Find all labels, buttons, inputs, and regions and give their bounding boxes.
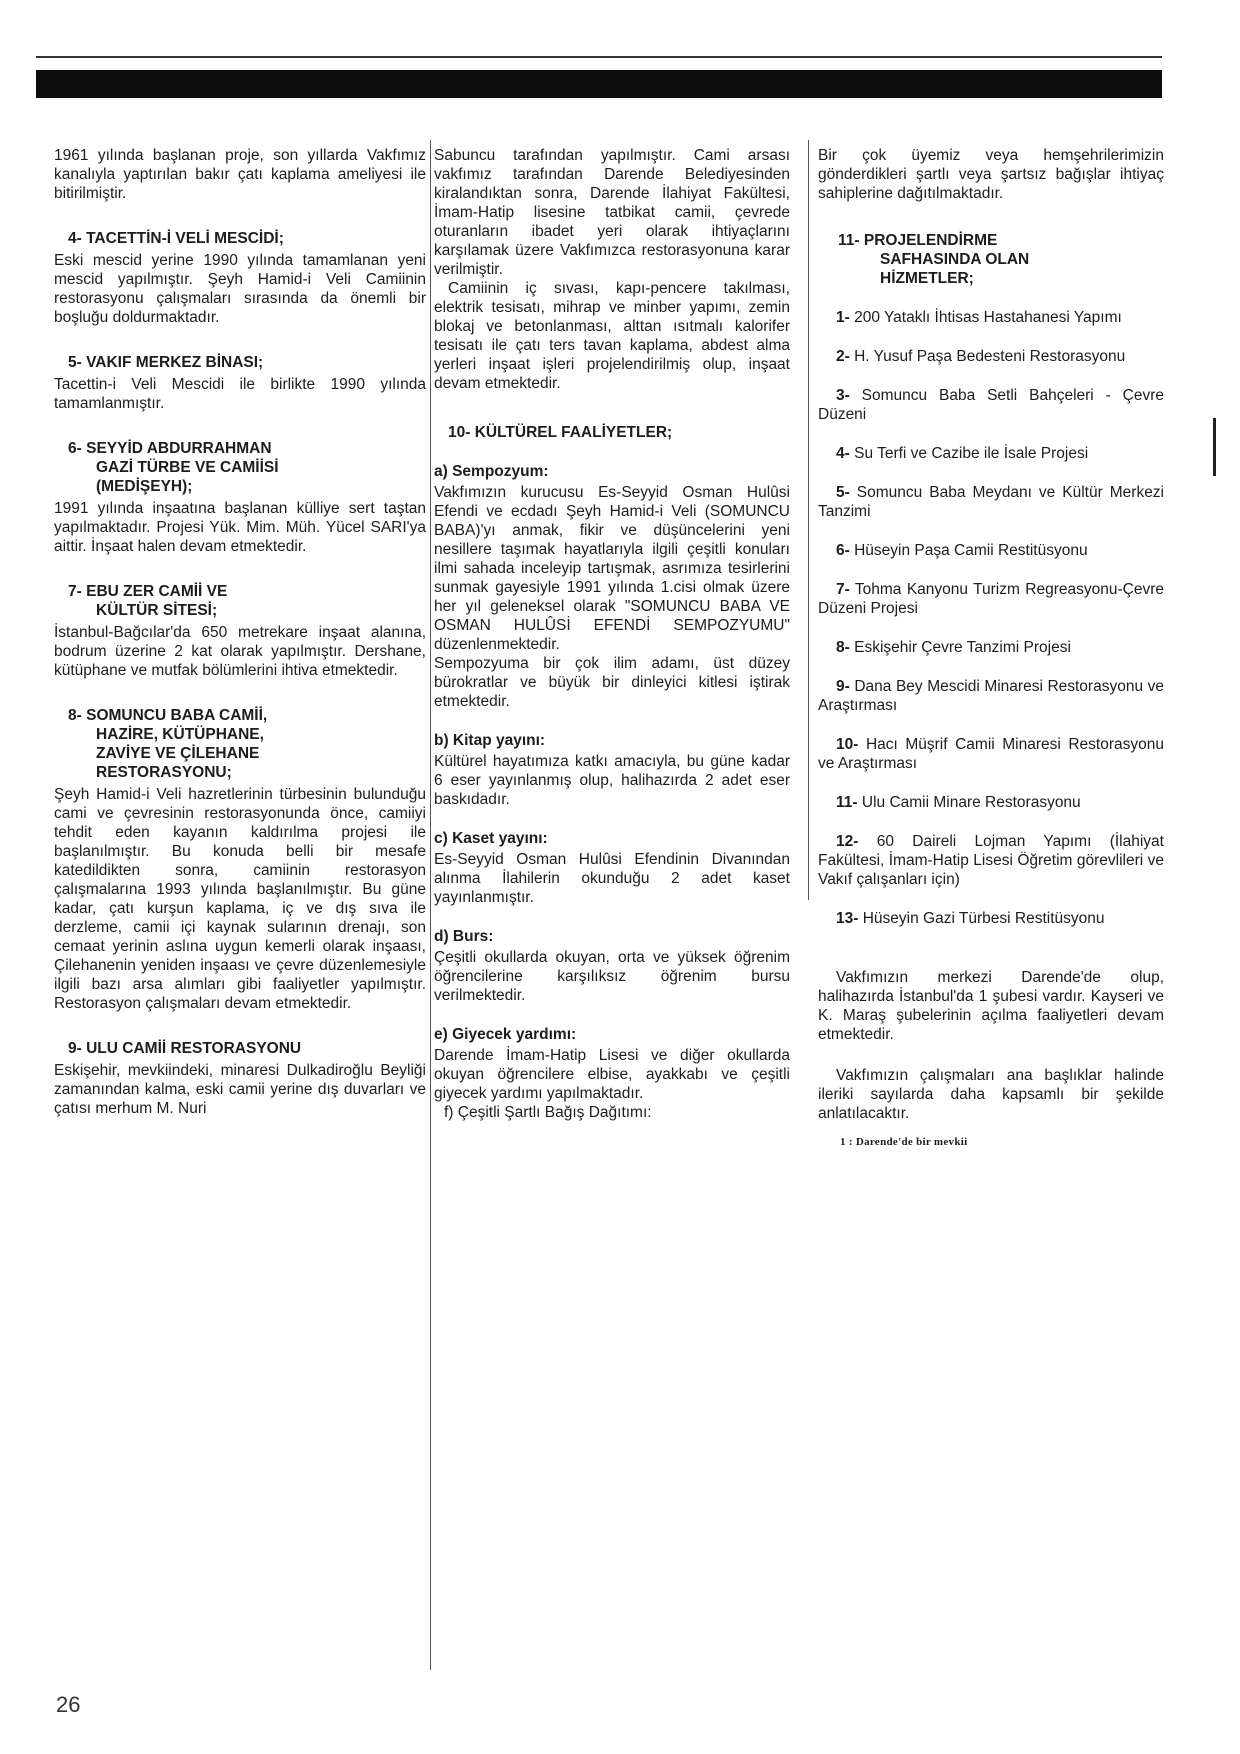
col3-intro: Bir çok üyemiz veya hemşehrilerimizin gönderdikleri şartlı veya şartsız bağışlar ihtiyaç sahiplerine dağıtılmaktadır. — [818, 147, 1164, 202]
section-5-heading — [54, 353, 426, 372]
subsection-a-body: Vakfımızın kurucusu Es-Seyyid Osman Hulûsi Efendi ve ecdadı Şeyh Hamid-i Veli (SOMUNCU BABA)'yı anmak, fikir ve düşüncelerini yeni nesillere taşımak hayatlarıyla ilgili çeşitli konuları ilmi sahada inceleyip tartışmak, asrımıza tesirlerini sunmak gayesiyle 1991 yılında 1.cisi olmak üzere her yıl geleneksel olarak "SOMUNCU BABA VE OSMAN HULÛSİ EFENDİ SEMPOZYUMU" düzenlenmektedir. — [434, 484, 790, 653]
closing-paragraph-1: Vakfımızın merkezi Darende'de olup, halihazırda İstanbul'da 1 şubesi vardır. Kayseri ve K. Maraş şubelerinin açılma faaliyetleri devam etmektedir. — [818, 969, 1164, 1043]
section-title: EBU ZER CAMİİ VE — [86, 583, 228, 600]
section-8-body: Şeyh Hamid-i Veli hazretlerinin türbesinin bulunduğu cami ve çevresinin restorasyonunda önce, camiiyi tehdit eden kayanın kaldırılma projesi ile başlanılmıştır. Bu konuda belli bir mesafe katedildikten sonra, camiinin restorasyon çalışmalarına 1993 yılında başlanılmıştır. Bu güne kadar, çatı kurşun kaplama, iç ve dış sıva ile derzleme, camii içi kaynak sularının drenajı, son cemaat yerinin aslına uygun kemerli olarak inşaası, Çilehanenin yeniden inşaası ve çevre düzenlemesiyle ilgili bazı arsa alımları gibi faaliyetler yapılmıştır. Restorasyon çalışmaları devam etmektedir. — [54, 786, 426, 1012]
list-item: 4- Su Terfi ve Cazibe ile İsale Projesi — [836, 445, 1089, 462]
page-number: 26 — [56, 1692, 81, 1717]
column-divider — [808, 140, 809, 900]
list-item: 11- Ulu Camii Minare Restorasyonu — [836, 794, 1081, 811]
scan-edge-mark — [1213, 418, 1216, 476]
subsection-f-line: f) Çeşitli Şartlı Bağış Dağıtımı: — [444, 1104, 652, 1121]
section-7-body: İstanbul-Bağcılar'da 650 metrekare inşaat alanına, bodrum üzerine 2 kat olarak yapılmıştır. Dershane, kütüphane ve mutfak bölümlerini ihtiva etmektedir. — [54, 624, 426, 679]
section-title-line: (MEDİŞEYH); — [96, 478, 193, 495]
subsection-c-title: c) Kaset yayını: — [434, 830, 548, 847]
section-title: VAKIF MERKEZ BİNASI; — [86, 354, 264, 371]
subsection-a-title: a) Sempozyum: — [434, 463, 549, 480]
section-title-line: GAZİ TÜRBE VE CAMİİSİ — [96, 459, 279, 476]
list-item: 9- Dana Bey Mescidi Minaresi Restorasyonu ve Araştırması — [818, 678, 1164, 714]
header-rule-thick — [36, 70, 1162, 98]
section-title: ULU CAMİİ RESTORASYONU — [86, 1040, 302, 1057]
subsection-b-body: Kültürel hayatımıza katkı amacıyla, bu güne kadar 6 eser yayınlanmış olup, halihazırda 2 adet eser baskıdadır. — [434, 753, 790, 808]
section-title: SOMUNCU BABA CAMİİ, — [86, 707, 268, 724]
section-number: 5- — [68, 354, 82, 371]
section-title: SEYYİD ABDURRAHMAN — [86, 440, 272, 457]
section-7-heading — [54, 582, 426, 620]
section-6-heading — [54, 439, 426, 496]
column-3 — [818, 146, 1164, 1152]
section-number: 4- — [68, 230, 82, 247]
section-9-heading — [54, 1039, 426, 1058]
section-title-line: KÜLTÜR SİTESİ; — [96, 602, 218, 619]
list-item: 2- H. Yusuf Paşa Bedesteni Restorasyonu — [836, 348, 1126, 365]
section-4-body: Eski mescid yerine 1990 yılında tamamlanan yeni mescid yapılmıştır. Şeyh Hamid-i Veli Camiinin restorasyonu çalışmaları sırasında da önemli bir boşluğu doldurmaktadır. — [54, 252, 426, 326]
subsection-d-body: Çeşitli okullarda okuyan, orta ve yüksek öğrenim öğrencilerine karşılıksız öğrenim bursu verilmektedir. — [434, 949, 790, 1004]
project-list — [818, 308, 1164, 928]
section-6-body: 1991 yılında inşaatına başlanan külliye sert taştan yapılmaktadır. Projesi Yük. Mim. Müh. Yücel SARI'ya aittir. İnşaat halen devam etmektedir. — [54, 500, 426, 555]
subsection-b-title: b) Kitap yayını: — [434, 732, 546, 749]
subsection-a-body-2: Sempozyuma bir çok ilim adamı, üst düzey bürokratlar ve büyük bir dinleyici kitlesi iştirak etmektedir. — [434, 655, 790, 710]
subsection-c-body: Es-Seyyid Osman Hulûsi Efendinin Divanından alınma İlahilerin okunduğu 2 adet kaset yayınlanmıştır. — [434, 851, 790, 906]
list-item: 13- Hüseyin Gazi Türbesi Restitüsyonu — [836, 910, 1105, 927]
section-9-body: Eskişehir, mevkiindeki, minaresi Dulkadiroğlu Beyliği zamanından kalma, eski camii yerine dış duvarları ve çatısı merhum M. Nuri — [54, 1062, 426, 1117]
section-9-paragraph-2: Camiinin iç sıvası, kapı-pencere takılması, elektrik tesisatı, mihrap ve minber yapımı, zemin blokaj ve betonlanması, alttan ısıtmalı kalorifer tesisatı ile çatı ters tavan kaplama, abdest alma yerleri inşaat işleri projelendirilmiş olup, inşaat devam etmektedir. — [434, 280, 790, 392]
section-title-line: HAZİRE, KÜTÜPHANE, — [96, 726, 264, 743]
list-item: 7- Tohma Kanyonu Turizm Regreasyonu-Çevre Düzeni Projesi — [818, 581, 1164, 617]
section-title-line: ZAVİYE VE ÇİLEHANE — [96, 745, 260, 762]
closing-paragraph-2: Vakfımızın çalışmaları ana başlıklar halinde ileriki sayılarda daha kapsamlı bir şekilde anlatılacaktır. — [818, 1067, 1164, 1122]
list-item: 6- Hüseyin Paşa Camii Restitüsyonu — [836, 542, 1088, 559]
footnote: 1 : Darende'de bir mevkii — [840, 1136, 968, 1148]
column-divider — [430, 140, 431, 1670]
section-number: 11- — [838, 232, 860, 249]
list-item: 5- Somuncu Baba Meydanı ve Kültür Merkezi Tanzimi — [818, 484, 1165, 520]
column-1 — [54, 146, 426, 1118]
list-item: 1- 200 Yataklı İhtisas Hastahanesi Yapımı — [836, 309, 1122, 326]
section-10-heading: 10- KÜLTÜREL FAALİYETLER; — [448, 424, 673, 441]
section-8-heading — [54, 706, 426, 782]
section-9-continued: Sabuncu tarafından yapılmıştır. Cami arsası vakfımız tarafından Darende Belediyesinden kiralandıktan sonra, Darende İlahiyat Fakültesi, İmam-Hatip lisesine tatbikat camii, çevrede oturanların ibadet yeri olarak ihtiyaçlarını karşılamak üzere Vakfımızca restorasyonuna karar verilmiştir. — [434, 147, 790, 278]
section-title-line: HİZMETLER; — [880, 270, 974, 287]
list-item: 3- Somuncu Baba Setli Bahçeleri - Çevre Düzeni — [818, 387, 1164, 423]
list-item: 8- Eskişehir Çevre Tanzimi Projesi — [836, 639, 1071, 656]
list-item: 12- 60 Daireli Lojman Yapımı (İlahiyat Fakültesi, İmam-Hatip Lisesi Öğretim görevlileri ve Vakıf çalışanları için) — [818, 833, 1164, 888]
section-4-heading — [54, 229, 426, 248]
section-title: PROJELENDİRME — [863, 232, 998, 249]
header-rule-thin — [36, 56, 1162, 58]
section-number: 7- — [68, 583, 82, 600]
section-5-body: Tacettin-i Veli Mescidi ile birlikte 1990 yılında tamamlanmıştır. — [54, 376, 426, 412]
section-title-line: SAFHASINDA OLAN — [880, 251, 1030, 268]
subsection-d-title: d) Burs: — [434, 928, 494, 945]
subsection-e-title: e) Giyecek yardımı: — [434, 1026, 577, 1043]
list-item: 10- Hacı Müşrif Camii Minaresi Restorasyonu ve Araştırması — [818, 736, 1164, 772]
section-number: 9- — [68, 1040, 82, 1057]
column-2 — [434, 146, 790, 1122]
subsection-e-body: Darende İmam-Hatip Lisesi ve diğer okullarda okuyan öğrencilere elbise, ayakkabı ve çeşitli giyecek yardımı yapılmaktadır. — [434, 1047, 790, 1102]
section-number: 8- — [68, 707, 82, 724]
section-number: 6- — [68, 440, 82, 457]
section-title-line: RESTORASYONU; — [96, 764, 232, 781]
intro-paragraph: 1961 yılında başlanan proje, son yıllarda Vakfımız kanalıyla yaptırılan bakır çatı kaplama ameliyesi ile bitirilmiştir. — [54, 147, 426, 202]
section-11-heading — [818, 231, 1164, 288]
section-title: TACETTİN-İ VELİ MESCİDİ; — [86, 230, 284, 247]
